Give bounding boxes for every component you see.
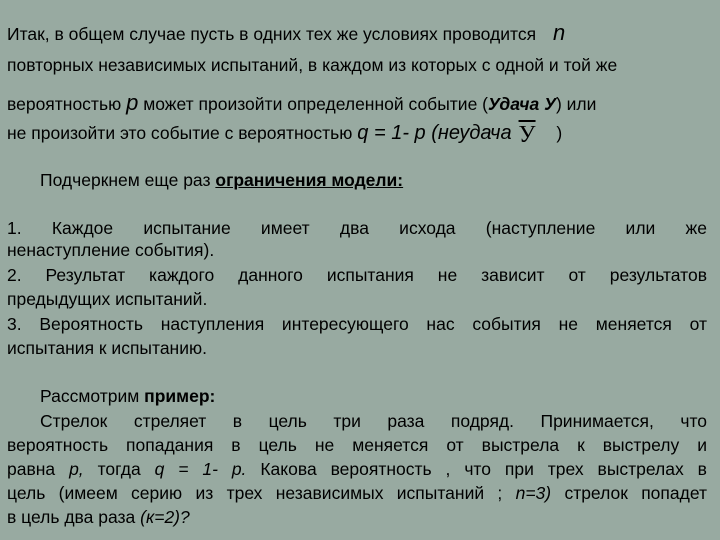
- example-3-p: p,: [69, 459, 84, 479]
- emphasis-pre: Подчеркнем еще раз: [40, 170, 211, 190]
- intro-text-3-pre: вероятностью: [7, 94, 122, 114]
- intro-line-3: [7, 92, 596, 115]
- example-intro-bold: пример:: [144, 386, 216, 406]
- intro-text-1: Итак, в общем случае пусть в одних тех же условиях проводится: [7, 24, 537, 44]
- emphasis-title: ограничения модели:: [215, 170, 404, 190]
- example-line-2: вероятность попадания в цель не меняется от выстрела к выстрелу и: [7, 435, 707, 455]
- example-intro-pre: Рассмотрим: [40, 386, 140, 406]
- item-3-line-b: испытания к испытанию.: [7, 338, 207, 358]
- example-4-post: стрелок попадет: [564, 483, 707, 503]
- emphasis-line: [40, 169, 403, 191]
- p-symbol: p: [126, 90, 139, 115]
- example-4-pre: цель (имеем серию из трех независимых испытаний ;: [7, 483, 503, 503]
- intro-text-3-mid: может произойти определенной событие (: [143, 94, 488, 114]
- q-formula: q = 1- p (неудача: [357, 122, 512, 144]
- item-1-line-b: ненаступление события).: [7, 240, 215, 260]
- example-line-1: Стрелок стреляет в цель три раза подряд. Принимается, что: [40, 411, 707, 431]
- example-3-pre: равна: [7, 459, 56, 479]
- intro-line-4: [7, 121, 563, 148]
- intro-line-2: повторных независимых испытаний, в каждом из которых с одной и той же: [7, 55, 618, 75]
- intro-text-4-post: ): [556, 123, 563, 143]
- intro-text-3-post: ) или: [555, 94, 597, 114]
- example-5-pre: в цель два раза: [7, 507, 136, 527]
- example-3-post: Какова вероятность , что при трех выстрелах в: [260, 459, 707, 479]
- item-3-line-a: 3. Вероятность наступления интересующего нас события не меняется от: [7, 314, 707, 334]
- intro-text-4-pre: не произойти это событие с вероятностью: [7, 123, 353, 143]
- example-3-formula: q = 1- p.: [154, 459, 247, 479]
- item-2-line-b: предыдущих испытаний.: [7, 289, 208, 309]
- example-3-mid: тогда: [97, 459, 141, 479]
- example-5-k: (к=2)?: [140, 507, 190, 527]
- example-line-3: [7, 458, 707, 480]
- item-2-line-a: 2. Результат каждого данного испытания не зависит от результатов: [7, 265, 707, 285]
- item-1-line-a: 1. Каждое испытание имеет два исхода (наступление или же: [7, 218, 707, 238]
- example-line-4: [7, 482, 707, 504]
- n-symbol: n: [552, 20, 566, 45]
- y-bar-symbol: У: [518, 122, 536, 148]
- example-4-n: n=3): [515, 483, 552, 503]
- intro-line-1: [7, 22, 565, 45]
- success-label: Удача У: [488, 94, 556, 114]
- example-intro: [40, 385, 215, 407]
- example-line-5: [7, 506, 190, 528]
